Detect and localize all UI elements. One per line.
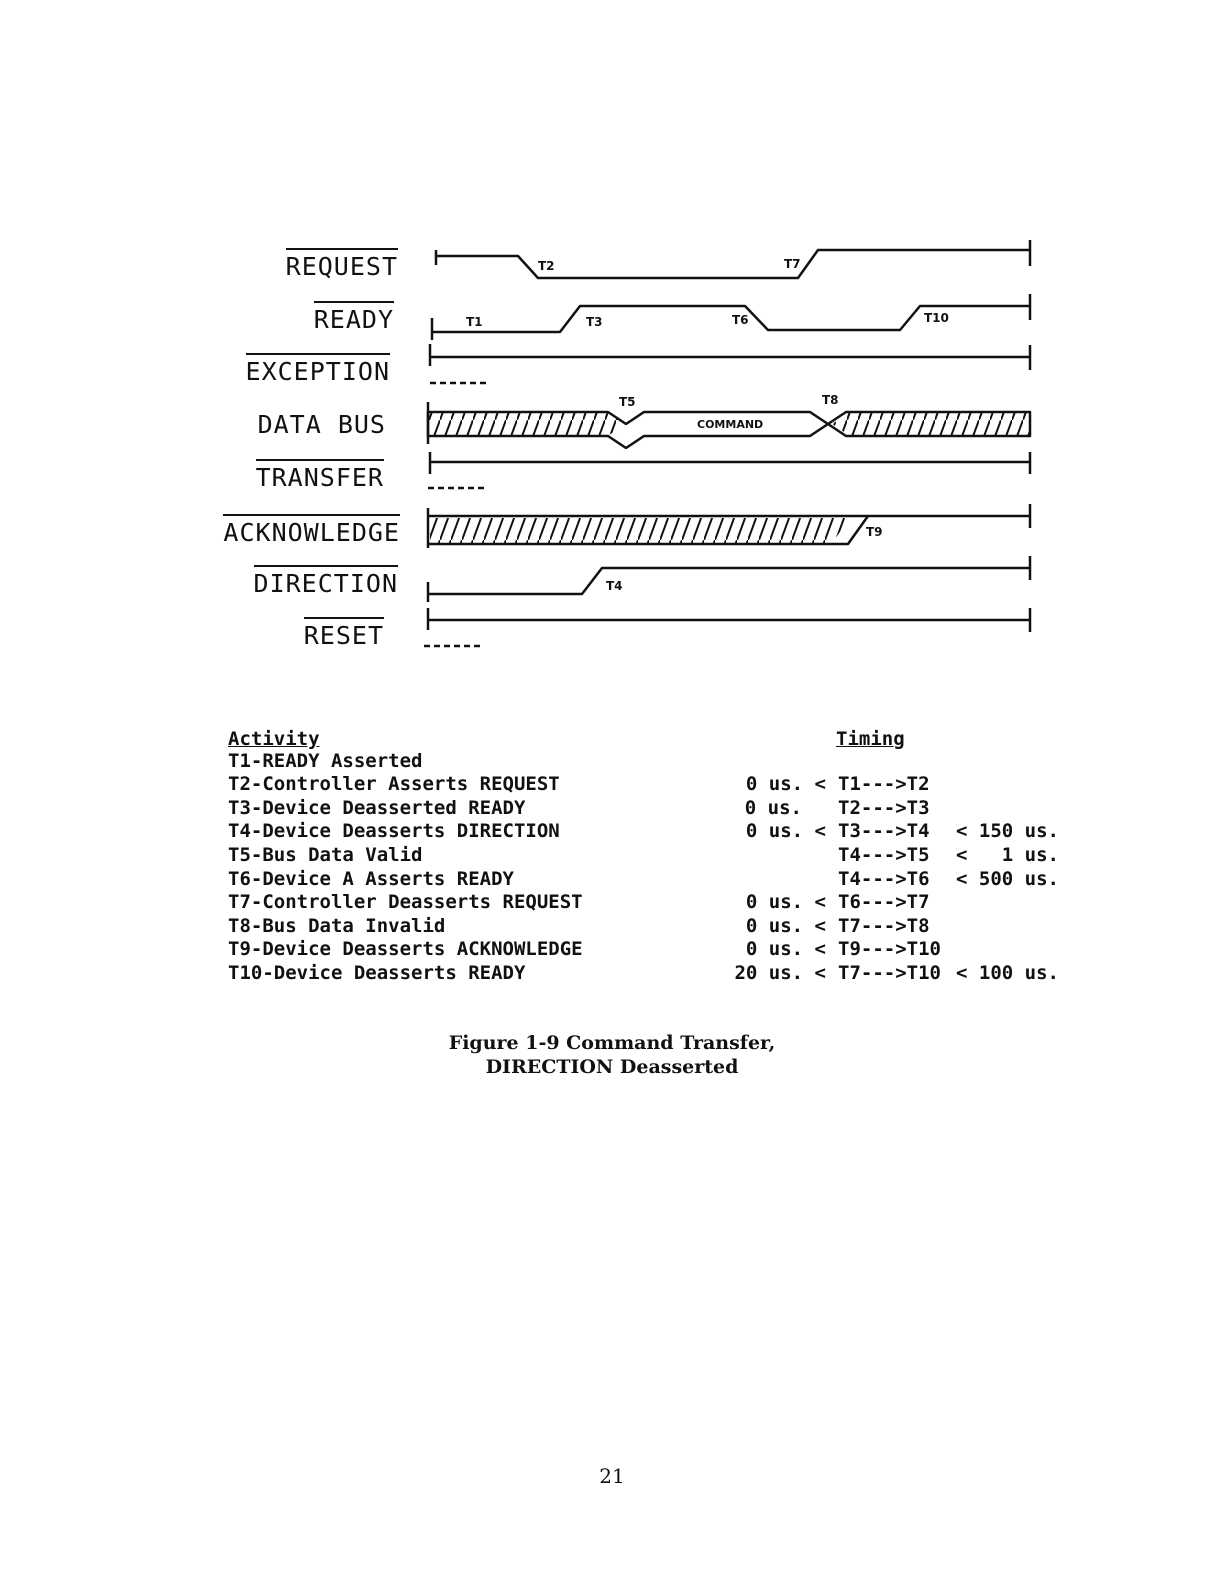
timing-span: T6--->T7 <box>838 891 930 913</box>
marker-t3: T3 <box>586 315 603 329</box>
timing-max: < 500 us. <box>956 868 1059 890</box>
activity-item: T8-Bus Data Invalid <box>228 915 446 937</box>
figure-caption-line1: Figure 1-9 Command Transfer, <box>448 1032 776 1054</box>
marker-t10: T10 <box>924 311 949 325</box>
timing-min: 0 us. < <box>745 773 826 795</box>
timing-max: < 1 us. <box>956 844 1059 866</box>
timing-diagram <box>0 0 1224 700</box>
timing-min: 0 us. < <box>745 891 826 913</box>
marker-t5: T5 <box>619 395 636 409</box>
signal-label-transfer: TRANSFER <box>256 459 384 492</box>
waveform-request <box>436 240 1030 278</box>
waveforms <box>0 0 1224 700</box>
marker-t7: T7 <box>784 257 801 271</box>
signal-label-data-bus: DATA BUS <box>257 410 386 439</box>
activity-item: T2-Controller Asserts REQUEST <box>228 773 560 795</box>
timing-span: T1--->T2 <box>838 773 930 795</box>
figure-caption-line2: DIRECTION Deasserted <box>485 1056 739 1078</box>
timing-span: T4--->T5 <box>838 844 930 866</box>
activity-item: T3-Device Deasserted READY <box>228 797 526 819</box>
activity-item: T9-Device Deasserts ACKNOWLEDGE <box>228 938 583 960</box>
signal-label-reset: RESET <box>304 617 384 650</box>
timing-span: T7--->T8 <box>838 915 930 937</box>
signal-label-acknowledge: ACKNOWLEDGE <box>223 514 400 547</box>
marker-t9: T9 <box>866 525 883 539</box>
activity-item: T4-Device Deasserts DIRECTION <box>228 820 560 842</box>
timing-min: 0 us. <box>744 797 802 819</box>
timing-span: T2--->T3 <box>838 797 930 819</box>
activity-item: T1-READY Asserted <box>228 750 423 772</box>
timing-max: < 100 us. <box>956 962 1059 984</box>
marker-t4: T4 <box>606 579 623 593</box>
timing-span: T3--->T4 <box>838 820 930 842</box>
signal-label-request: REQUEST <box>286 248 398 281</box>
timing-min: 0 us. < <box>745 820 826 842</box>
timing-min: 0 us. < <box>745 915 826 937</box>
marker-t2: T2 <box>538 259 555 273</box>
marker-t8: T8 <box>822 393 839 407</box>
waveform-direction <box>428 556 1030 602</box>
timing-span: T9--->T10 <box>838 938 941 960</box>
marker-t6: T6 <box>732 313 749 327</box>
timing-heading: Timing <box>836 728 905 750</box>
activity-item: T6-Device A Asserts READY <box>228 868 514 890</box>
signal-label-exception: EXCEPTION <box>246 353 390 386</box>
timing-span: T7--->T10 <box>838 962 941 984</box>
timing-span: T4--->T6 <box>838 868 930 890</box>
signal-label-ready: READY <box>314 301 394 334</box>
activity-heading: Activity <box>228 728 320 750</box>
signal-label-direction: DIRECTION <box>254 565 398 598</box>
activity-item: T7-Controller Deasserts REQUEST <box>228 891 583 913</box>
activity-item: T5-Bus Data Valid <box>228 844 423 866</box>
waveform-exception <box>430 344 1030 383</box>
timing-min: 0 us. < <box>745 938 826 960</box>
page-number: 21 <box>599 1464 625 1488</box>
marker-t1: T1 <box>466 315 483 329</box>
waveform-transfer <box>428 452 1030 488</box>
waveform-acknowledge <box>428 504 1030 548</box>
timing-max: < 150 us. <box>956 820 1059 842</box>
timing-min: 20 us. < <box>734 962 826 984</box>
data-bus-command-label: COMMAND <box>697 418 764 431</box>
waveform-reset <box>424 608 1030 646</box>
activity-item: T10-Device Deasserts READY <box>228 962 526 984</box>
